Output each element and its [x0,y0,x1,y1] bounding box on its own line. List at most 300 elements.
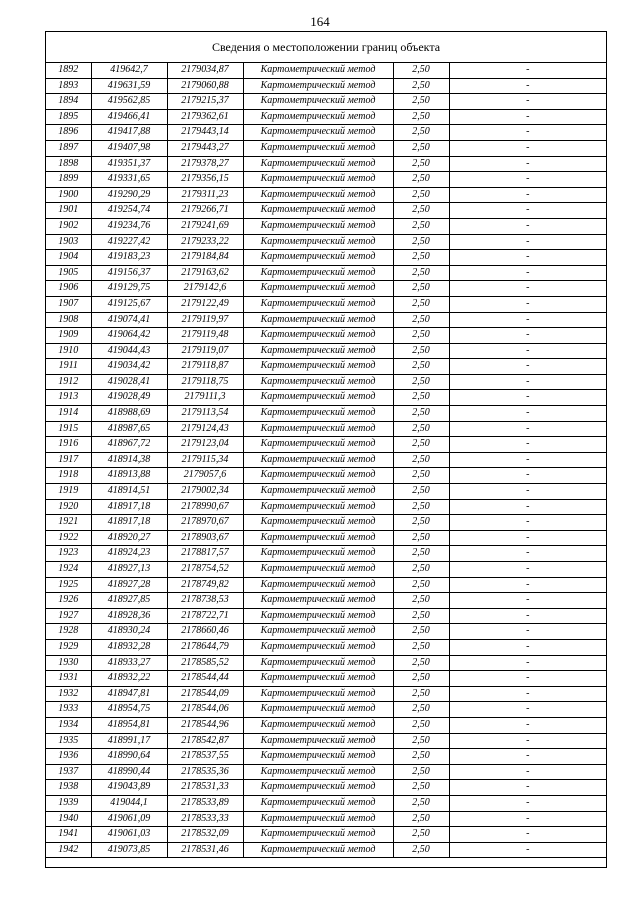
x-coordinate-cell: 418914,38 [91,452,167,468]
y-coordinate-cell: 2179142,6 [167,281,243,297]
table-row [46,811,606,827]
x-coordinate-cell: 419183,23 [91,250,167,266]
method-cell: Картометрический метод [243,78,393,94]
description-cell: - [449,312,606,328]
point-number-cell: 1910 [46,343,91,359]
table-row [46,312,606,328]
x-coordinate-cell: 418913,88 [91,468,167,484]
method-cell: Картометрический метод [243,562,393,578]
table-row [46,593,606,609]
y-coordinate-cell: 2179124,43 [167,421,243,437]
x-coordinate-cell: 419125,67 [91,296,167,312]
precision-cell: 2,50 [393,795,449,811]
precision-cell: 2,50 [393,702,449,718]
point-number-cell: 1931 [46,671,91,687]
method-cell: Картометрический метод [243,530,393,546]
x-coordinate-cell: 419351,37 [91,156,167,172]
x-coordinate-cell: 419562,85 [91,94,167,110]
precision-cell: 2,50 [393,749,449,765]
y-coordinate-cell: 2179118,75 [167,374,243,390]
y-coordinate-cell: 2179123,04 [167,437,243,453]
boundary-table-frame [45,31,607,868]
method-cell: Картометрический метод [243,63,393,79]
x-coordinate-cell: 418927,13 [91,562,167,578]
point-number-cell: 1904 [46,250,91,266]
y-coordinate-cell: 2178754,52 [167,562,243,578]
method-cell: Картометрический метод [243,312,393,328]
point-number-cell: 1941 [46,827,91,843]
y-coordinate-cell: 2178970,67 [167,515,243,531]
table-row [46,515,606,531]
precision-cell: 2,50 [393,312,449,328]
x-coordinate-cell: 418917,18 [91,515,167,531]
x-coordinate-cell: 419407,98 [91,140,167,156]
description-cell: - [449,452,606,468]
precision-cell: 2,50 [393,593,449,609]
precision-cell: 2,50 [393,265,449,281]
precision-cell: 2,50 [393,452,449,468]
precision-cell: 2,50 [393,546,449,562]
description-cell: - [449,686,606,702]
description-cell: - [449,733,606,749]
precision-cell: 2,50 [393,686,449,702]
description-cell: - [449,671,606,687]
precision-cell: 2,50 [393,717,449,733]
precision-cell: 2,50 [393,328,449,344]
description-cell: - [449,608,606,624]
y-coordinate-cell: 2179241,69 [167,218,243,234]
description-cell: - [449,842,606,858]
point-number-cell: 1909 [46,328,91,344]
x-coordinate-cell: 419227,42 [91,234,167,250]
x-coordinate-cell: 418930,24 [91,624,167,640]
boundary-points-table [46,62,606,858]
y-coordinate-cell: 2179443,14 [167,125,243,141]
point-number-cell: 1927 [46,608,91,624]
method-cell: Картометрический метод [243,655,393,671]
table-row [46,764,606,780]
table-row [46,702,606,718]
description-cell: - [449,484,606,500]
x-coordinate-cell: 418947,81 [91,686,167,702]
description-cell: - [449,156,606,172]
precision-cell: 2,50 [393,203,449,219]
y-coordinate-cell: 2179233,22 [167,234,243,250]
table-row [46,281,606,297]
description-cell: - [449,530,606,546]
method-cell: Картометрический метод [243,639,393,655]
point-number-cell: 1916 [46,437,91,453]
y-coordinate-cell: 2178535,36 [167,764,243,780]
precision-cell: 2,50 [393,296,449,312]
point-number-cell: 1894 [46,94,91,110]
method-cell: Картометрический метод [243,608,393,624]
y-coordinate-cell: 2178537,55 [167,749,243,765]
y-coordinate-cell: 2178585,52 [167,655,243,671]
precision-cell: 2,50 [393,577,449,593]
x-coordinate-cell: 418927,28 [91,577,167,593]
description-cell: - [449,359,606,375]
table-row [46,203,606,219]
x-coordinate-cell: 418933,27 [91,655,167,671]
precision-cell: 2,50 [393,109,449,125]
y-coordinate-cell: 2179266,71 [167,203,243,219]
point-number-cell: 1908 [46,312,91,328]
y-coordinate-cell: 2178544,96 [167,717,243,733]
table-row [46,452,606,468]
method-cell: Картометрический метод [243,842,393,858]
y-coordinate-cell: 2179122,49 [167,296,243,312]
description-cell: - [449,499,606,515]
method-cell: Картометрический метод [243,468,393,484]
point-number-cell: 1913 [46,390,91,406]
y-coordinate-cell: 2178544,06 [167,702,243,718]
description-cell: - [449,515,606,531]
table-row [46,639,606,655]
precision-cell: 2,50 [393,78,449,94]
point-number-cell: 1917 [46,452,91,468]
table-row [46,530,606,546]
precision-cell: 2,50 [393,484,449,500]
x-coordinate-cell: 418987,65 [91,421,167,437]
point-number-cell: 1906 [46,281,91,297]
y-coordinate-cell: 2179057,6 [167,468,243,484]
description-cell: - [449,328,606,344]
y-coordinate-cell: 2178903,67 [167,530,243,546]
method-cell: Картометрический метод [243,359,393,375]
description-cell: - [449,562,606,578]
precision-cell: 2,50 [393,343,449,359]
precision-cell: 2,50 [393,733,449,749]
x-coordinate-cell: 419044,43 [91,343,167,359]
point-number-cell: 1939 [46,795,91,811]
x-coordinate-cell: 418917,18 [91,499,167,515]
description-cell: - [449,234,606,250]
point-number-cell: 1921 [46,515,91,531]
table-row [46,359,606,375]
precision-cell: 2,50 [393,437,449,453]
description-cell: - [449,406,606,422]
precision-cell: 2,50 [393,421,449,437]
table-row [46,109,606,125]
precision-cell: 2,50 [393,468,449,484]
y-coordinate-cell: 2179119,07 [167,343,243,359]
table-row [46,499,606,515]
description-cell: - [449,374,606,390]
x-coordinate-cell: 419044,1 [91,795,167,811]
table-row [46,655,606,671]
table-row [46,172,606,188]
point-number-cell: 1933 [46,702,91,718]
description-cell: - [449,125,606,141]
precision-cell: 2,50 [393,125,449,141]
y-coordinate-cell: 2179002,34 [167,484,243,500]
precision-cell: 2,50 [393,406,449,422]
method-cell: Картометрический метод [243,281,393,297]
x-coordinate-cell: 419028,41 [91,374,167,390]
table-row [46,234,606,250]
x-coordinate-cell: 419129,75 [91,281,167,297]
precision-cell: 2,50 [393,234,449,250]
point-number-cell: 1903 [46,234,91,250]
method-cell: Картометрический метод [243,702,393,718]
table-row [46,94,606,110]
x-coordinate-cell: 418967,72 [91,437,167,453]
point-number-cell: 1900 [46,187,91,203]
description-cell: - [449,639,606,655]
point-number-cell: 1895 [46,109,91,125]
x-coordinate-cell: 418932,28 [91,639,167,655]
description-cell: - [449,624,606,640]
y-coordinate-cell: 2179115,34 [167,452,243,468]
page-number: 164 [310,14,330,29]
table-body [46,63,606,858]
method-cell: Картометрический метод [243,343,393,359]
table-row [46,608,606,624]
description-cell: - [449,764,606,780]
table-row [46,562,606,578]
precision-cell: 2,50 [393,172,449,188]
point-number-cell: 1922 [46,530,91,546]
table-row [46,78,606,94]
point-number-cell: 1898 [46,156,91,172]
description-cell: - [449,577,606,593]
point-number-cell: 1940 [46,811,91,827]
point-number-cell: 1897 [46,140,91,156]
method-cell: Картометрический метод [243,546,393,562]
x-coordinate-cell: 419061,03 [91,827,167,843]
description-cell: - [449,63,606,79]
method-cell: Картометрический метод [243,218,393,234]
precision-cell: 2,50 [393,63,449,79]
description-cell: - [449,203,606,219]
x-coordinate-cell: 418988,69 [91,406,167,422]
precision-cell: 2,50 [393,639,449,655]
x-coordinate-cell: 419234,76 [91,218,167,234]
precision-cell: 2,50 [393,811,449,827]
precision-cell: 2,50 [393,281,449,297]
method-cell: Картометрический метод [243,94,393,110]
method-cell: Картометрический метод [243,452,393,468]
y-coordinate-cell: 2179311,23 [167,187,243,203]
table-row [46,125,606,141]
x-coordinate-cell: 419064,42 [91,328,167,344]
method-cell: Картометрический метод [243,811,393,827]
description-cell: - [449,390,606,406]
description-cell: - [449,827,606,843]
method-cell: Картометрический метод [243,296,393,312]
description-cell: - [449,296,606,312]
y-coordinate-cell: 2179215,37 [167,94,243,110]
y-coordinate-cell: 2178660,46 [167,624,243,640]
method-cell: Картометрический метод [243,795,393,811]
y-coordinate-cell: 2178817,57 [167,546,243,562]
table-row [46,250,606,266]
x-coordinate-cell: 419642,7 [91,63,167,79]
method-cell: Картометрический метод [243,593,393,609]
point-number-cell: 1932 [46,686,91,702]
point-number-cell: 1942 [46,842,91,858]
table-row [46,827,606,843]
x-coordinate-cell: 418920,27 [91,530,167,546]
description-cell: - [449,218,606,234]
method-cell: Картометрический метод [243,484,393,500]
precision-cell: 2,50 [393,827,449,843]
table-row [46,218,606,234]
point-number-cell: 1937 [46,764,91,780]
x-coordinate-cell: 419074,41 [91,312,167,328]
table-row [46,63,606,79]
precision-cell: 2,50 [393,250,449,266]
precision-cell: 2,50 [393,390,449,406]
x-coordinate-cell: 419631,59 [91,78,167,94]
description-cell: - [449,250,606,266]
x-coordinate-cell: 418954,81 [91,717,167,733]
precision-cell: 2,50 [393,94,449,110]
table-row [46,671,606,687]
table-row [46,374,606,390]
table-row [46,717,606,733]
point-number-cell: 1930 [46,655,91,671]
point-number-cell: 1920 [46,499,91,515]
point-number-cell: 1928 [46,624,91,640]
description-cell: - [449,421,606,437]
precision-cell: 2,50 [393,374,449,390]
table-row [46,140,606,156]
precision-cell: 2,50 [393,655,449,671]
x-coordinate-cell: 419254,74 [91,203,167,219]
method-cell: Картометрический метод [243,671,393,687]
point-number-cell: 1935 [46,733,91,749]
x-coordinate-cell: 419028,49 [91,390,167,406]
y-coordinate-cell: 2178531,46 [167,842,243,858]
y-coordinate-cell: 2179163,62 [167,265,243,281]
method-cell: Картометрический метод [243,250,393,266]
method-cell: Картометрический метод [243,624,393,640]
table-row [46,577,606,593]
method-cell: Картометрический метод [243,109,393,125]
point-number-cell: 1924 [46,562,91,578]
point-number-cell: 1896 [46,125,91,141]
table-row [46,265,606,281]
point-number-cell: 1899 [46,172,91,188]
y-coordinate-cell: 2178738,53 [167,593,243,609]
point-number-cell: 1923 [46,546,91,562]
description-cell: - [449,172,606,188]
x-coordinate-cell: 419331,65 [91,172,167,188]
precision-cell: 2,50 [393,187,449,203]
point-number-cell: 1893 [46,78,91,94]
method-cell: Картометрический метод [243,733,393,749]
method-cell: Картометрический метод [243,717,393,733]
y-coordinate-cell: 2179113,54 [167,406,243,422]
table-row [46,296,606,312]
method-cell: Картометрический метод [243,686,393,702]
precision-cell: 2,50 [393,842,449,858]
precision-cell: 2,50 [393,780,449,796]
y-coordinate-cell: 2178533,89 [167,795,243,811]
y-coordinate-cell: 2179184,84 [167,250,243,266]
point-number-cell: 1934 [46,717,91,733]
precision-cell: 2,50 [393,764,449,780]
y-coordinate-cell: 2179060,88 [167,78,243,94]
y-coordinate-cell: 2179356,15 [167,172,243,188]
description-cell: - [449,78,606,94]
y-coordinate-cell: 2178532,09 [167,827,243,843]
precision-cell: 2,50 [393,218,449,234]
x-coordinate-cell: 419466,41 [91,109,167,125]
x-coordinate-cell: 418991,17 [91,733,167,749]
point-number-cell: 1911 [46,359,91,375]
point-number-cell: 1938 [46,780,91,796]
method-cell: Картометрический метод [243,265,393,281]
y-coordinate-cell: 2178644,79 [167,639,243,655]
table-row [46,437,606,453]
method-cell: Картометрический метод [243,577,393,593]
precision-cell: 2,50 [393,562,449,578]
point-number-cell: 1915 [46,421,91,437]
precision-cell: 2,50 [393,671,449,687]
precision-cell: 2,50 [393,359,449,375]
y-coordinate-cell: 2178544,09 [167,686,243,702]
table-row [46,546,606,562]
table-row [46,733,606,749]
x-coordinate-cell: 419290,29 [91,187,167,203]
description-cell: - [449,780,606,796]
point-number-cell: 1914 [46,406,91,422]
x-coordinate-cell: 418924,23 [91,546,167,562]
x-coordinate-cell: 418914,51 [91,484,167,500]
table-row [46,343,606,359]
x-coordinate-cell: 419043,89 [91,780,167,796]
y-coordinate-cell: 2178531,33 [167,780,243,796]
description-cell: - [449,140,606,156]
table-row [46,686,606,702]
y-coordinate-cell: 2178749,82 [167,577,243,593]
point-number-cell: 1929 [46,639,91,655]
x-coordinate-cell: 419156,37 [91,265,167,281]
precision-cell: 2,50 [393,515,449,531]
point-number-cell: 1925 [46,577,91,593]
table-row [46,328,606,344]
point-number-cell: 1901 [46,203,91,219]
method-cell: Картометрический метод [243,406,393,422]
point-number-cell: 1905 [46,265,91,281]
description-cell: - [449,702,606,718]
description-cell: - [449,281,606,297]
method-cell: Картометрический метод [243,140,393,156]
method-cell: Картометрический метод [243,749,393,765]
method-cell: Картометрический метод [243,234,393,250]
table-row [46,484,606,500]
y-coordinate-cell: 2179119,48 [167,328,243,344]
y-coordinate-cell: 2179034,87 [167,63,243,79]
precision-cell: 2,50 [393,499,449,515]
table-row [46,187,606,203]
method-cell: Картометрический метод [243,421,393,437]
table-row [46,749,606,765]
y-coordinate-cell: 2178533,33 [167,811,243,827]
description-cell: - [449,655,606,671]
method-cell: Картометрический метод [243,780,393,796]
y-coordinate-cell: 2179362,61 [167,109,243,125]
description-cell: - [449,811,606,827]
point-number-cell: 1919 [46,484,91,500]
description-cell: - [449,187,606,203]
table-row [46,795,606,811]
x-coordinate-cell: 418990,44 [91,764,167,780]
precision-cell: 2,50 [393,624,449,640]
